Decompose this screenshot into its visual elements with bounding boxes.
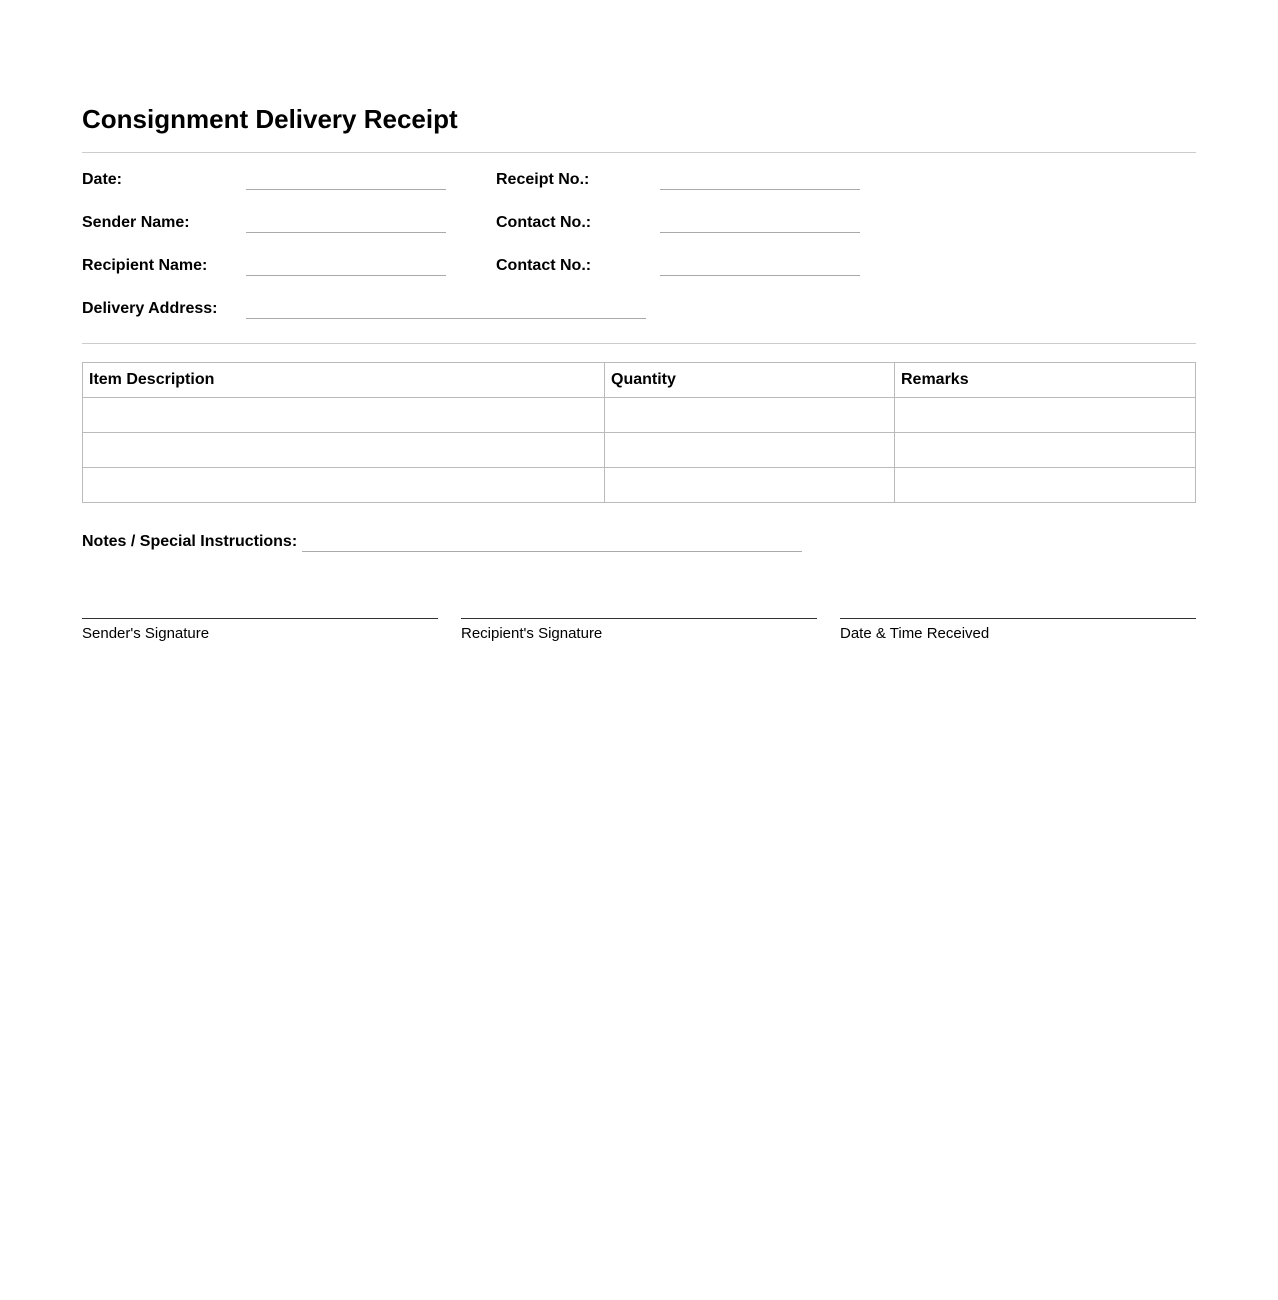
- sender-contact-label: Contact No.:: [496, 214, 592, 231]
- delivery-address-label: Delivery Address:: [82, 300, 218, 317]
- header-quantity: Quantity: [605, 363, 895, 398]
- cell-item-description[interactable]: [83, 398, 605, 433]
- sender-name-label: Sender Name:: [82, 214, 190, 231]
- divider: [82, 152, 1196, 153]
- divider: [82, 343, 1196, 344]
- recipient-name-field[interactable]: [246, 275, 446, 276]
- table-row: [83, 398, 1196, 433]
- header-remarks: Remarks: [895, 363, 1196, 398]
- sender-name-field[interactable]: [246, 232, 446, 233]
- receipt-no-label: Receipt No.:: [496, 171, 590, 188]
- page-title: Consignment Delivery Receipt: [82, 104, 458, 134]
- date-time-received-line[interactable]: [840, 618, 1196, 619]
- cell-item-description[interactable]: [83, 468, 605, 503]
- cell-remarks[interactable]: [895, 433, 1196, 468]
- notes-label: Notes / Special Instructions:: [82, 533, 298, 550]
- header-item-description: Item Description: [83, 363, 605, 398]
- table-row: [83, 468, 1196, 503]
- notes-field[interactable]: [302, 551, 802, 552]
- sender-contact-field[interactable]: [660, 232, 860, 233]
- cell-item-description[interactable]: [83, 433, 605, 468]
- cell-quantity[interactable]: [605, 433, 895, 468]
- date-time-received-label: Date & Time Received: [840, 625, 990, 642]
- cell-remarks[interactable]: [895, 398, 1196, 433]
- recipient-signature-label: Recipient's Signature: [461, 625, 603, 642]
- delivery-address-field[interactable]: [246, 318, 646, 319]
- recipient-signature-line[interactable]: [461, 618, 817, 619]
- recipient-name-label: Recipient Name:: [82, 257, 208, 274]
- sender-signature-label: Sender's Signature: [82, 625, 210, 642]
- sender-signature-line[interactable]: [82, 618, 438, 619]
- cell-quantity[interactable]: [605, 468, 895, 503]
- recipient-contact-label: Contact No.:: [496, 257, 592, 274]
- table-row: [83, 433, 1196, 468]
- cell-quantity[interactable]: [605, 398, 895, 433]
- table-header-row: [83, 363, 1196, 398]
- recipient-contact-field[interactable]: [660, 275, 860, 276]
- date-label: Date:: [82, 171, 123, 188]
- receipt-no-field[interactable]: [660, 189, 860, 190]
- cell-remarks[interactable]: [895, 468, 1196, 503]
- date-field[interactable]: [246, 189, 446, 190]
- items-table: [82, 362, 1196, 503]
